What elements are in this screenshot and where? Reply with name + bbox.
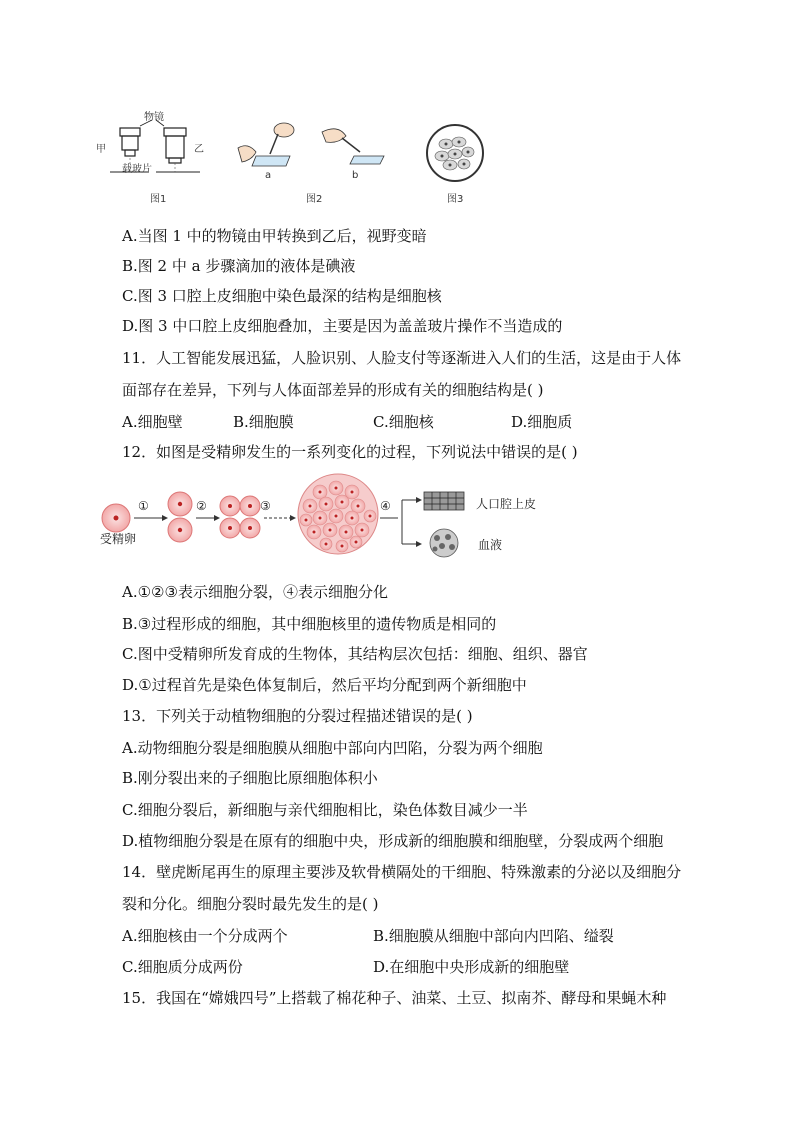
objective-label: 物镜 (144, 112, 164, 123)
objective-jia-label: 甲 (96, 144, 106, 155)
q13-option-b: B.刚分裂出来的子细胞比原细胞体积小 (122, 769, 378, 787)
q10-option-a: A.当图 1 中的物镜由甲转换到乙后，视野变暗 (122, 227, 427, 245)
epithelium-label: 人口腔上皮 (476, 497, 537, 511)
step3-label: ③ (260, 499, 271, 513)
step4-label: ④ (380, 499, 391, 513)
q10-option-c: C.图 3 口腔上皮细胞中染色最深的结构是细胞核 (122, 287, 442, 305)
zygote-label: 受精卵 (100, 532, 137, 546)
q11-option-c: C.细胞核 (373, 413, 434, 431)
q14-option-a: A.细胞核由一个分成两个 (122, 927, 288, 945)
fig2-caption: 图2 (306, 194, 323, 205)
q11-option-d: D.细胞质 (511, 413, 573, 431)
slide-label: 载玻片 (122, 164, 152, 175)
blood-tissue-drawing (424, 528, 464, 558)
q10-option-d: D.图 3 中口腔上皮细胞叠加，主要是因为盖盖玻片操作不当造成的 (122, 317, 563, 335)
cell-division-drawing (98, 470, 428, 560)
q14-stem-line2: 裂和分化。细胞分裂时最先发生的是( ) (122, 895, 379, 913)
q13-option-c: C.细胞分裂后，新细胞与亲代细胞相比，染色体数目减少一半 (122, 801, 528, 819)
fig1-caption: 图1 (150, 194, 167, 205)
fig3-caption: 图3 (447, 194, 464, 205)
q12-option-d: D.①过程首先是染色体复制后，然后平均分配到两个新细胞中 (122, 676, 527, 694)
step-b-label: b (352, 170, 359, 181)
q12-option-a: A.①②③表示细胞分裂，④表示细胞分化 (122, 583, 388, 601)
objective-yi-label: 乙 (194, 144, 204, 155)
q14-stem-line1: 14．壁虎断尾再生的原理主要涉及软骨横隔处的干细胞、特殊激素的分泌以及细胞分 (122, 863, 682, 881)
step1-label: ① (138, 499, 149, 513)
q13-stem: 13．下列关于动植物细胞的分裂过程描述错误的是( ) (122, 707, 473, 725)
q12-option-c: C.图中受精卵所发育成的生物体，其结构层次包括：细胞、组织、器官 (122, 645, 588, 663)
q12-stem: 12．如图是受精卵发生的一系列变化的过程，下列说法中错误的是( ) (122, 443, 578, 461)
blood-label: 血液 (478, 538, 503, 552)
epithelium-tissue-drawing (424, 490, 466, 512)
step2-label: ② (196, 499, 207, 513)
step-a-label: a (265, 170, 272, 181)
q11-stem-line2: 面部存在差异，下列与人体面部差异的形成有关的细胞结构是( ) (122, 381, 544, 399)
q12-option-b: B.③过程形成的细胞，其中细胞核里的遗传物质是相同的 (122, 615, 497, 633)
q14-option-b: B.细胞膜从细胞中部向内凹陷、缢裂 (373, 927, 614, 945)
q11-option-b: B.细胞膜 (233, 413, 294, 431)
cheek-cells-drawing (424, 122, 486, 184)
q13-option-d: D.植物细胞分裂是在原有的细胞中央，形成新的细胞膜和细胞壁，分裂成两个细胞 (122, 832, 664, 850)
q14-option-c: C.细胞质分成两份 (122, 958, 243, 976)
dropper-steps-drawing (234, 118, 394, 178)
q10-option-b: B.图 2 中 a 步骤滴加的液体是碘液 (122, 257, 356, 275)
q11-stem-line1: 11．人工智能发展迅猛，人脸识别、人脸支付等逐渐进入人们的生活，这是由于人体 (122, 349, 682, 367)
q15-stem-line1: 15．我国在“嫦娥四号”上搭载了棉花种子、油菜、土豆、拟南芥、酵母和果蝇木种 (122, 989, 667, 1007)
q11-option-a: A.细胞壁 (122, 413, 183, 431)
q13-option-a: A.动物细胞分裂是细胞膜从细胞中部向内凹陷，分裂为两个细胞 (122, 739, 543, 757)
q14-option-d: D.在细胞中央形成新的细胞壁 (373, 958, 570, 976)
